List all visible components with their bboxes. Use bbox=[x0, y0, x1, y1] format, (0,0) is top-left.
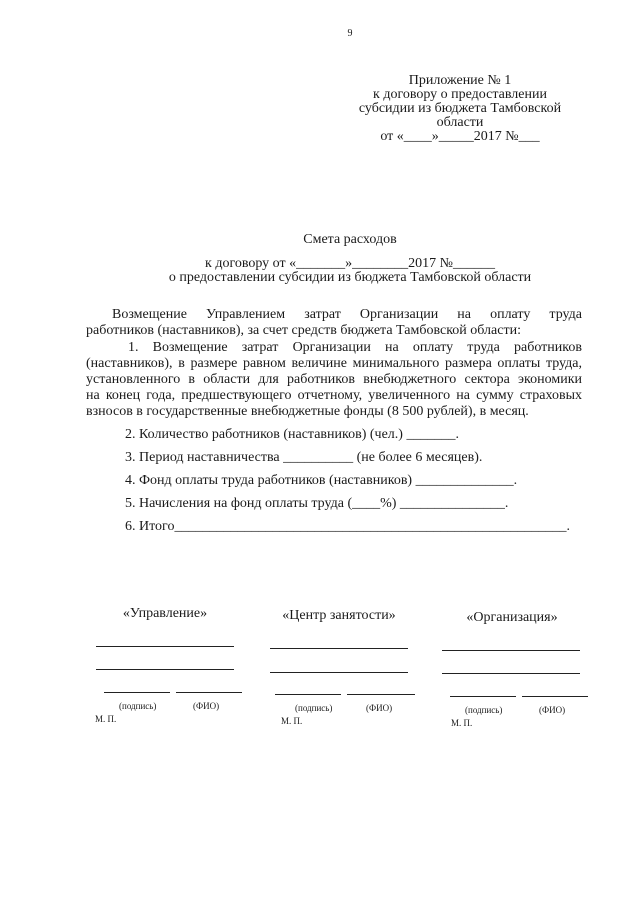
mp-label: М. П. bbox=[281, 716, 303, 726]
appendix-line: Приложение № 1 bbox=[408, 73, 512, 88]
item-4: 4. Фонд оплаты труда работников (наставников) ______________. bbox=[125, 473, 518, 488]
podpis-line bbox=[450, 696, 516, 697]
fio-line bbox=[176, 692, 242, 693]
signature-line bbox=[270, 648, 408, 649]
page-number: 9 bbox=[347, 28, 353, 39]
fio-line bbox=[522, 696, 588, 697]
signature-line bbox=[442, 650, 580, 651]
signature-party-employment-center: «Центр занятости» bbox=[282, 608, 396, 623]
item-5: 5. Начисления на фонд оплаты труда (____%) _______________. bbox=[125, 496, 509, 511]
item-1-line: установленного в области для работников внебюджетного сектора экономики bbox=[86, 372, 582, 387]
fio-caption: (ФИО) bbox=[366, 703, 393, 713]
podpis-caption: (подпись) bbox=[295, 703, 333, 713]
contract-reference: к договору от «_______»________2017 №______ bbox=[205, 256, 495, 271]
intro-line: работников (наставников), за счет средств бюджета Тамбовской области: bbox=[86, 323, 521, 338]
signature-line bbox=[96, 669, 234, 670]
fio-caption: (ФИО) bbox=[193, 701, 220, 711]
podpis-caption: (подпись) bbox=[119, 701, 157, 711]
podpis-line bbox=[275, 694, 341, 695]
signature-line bbox=[270, 672, 408, 673]
appendix-line: к договору о предоставлении bbox=[373, 87, 547, 102]
appendix-line: субсидии из бюджета Тамбовской bbox=[358, 101, 562, 116]
item-2: 2. Количество работников (наставников) (чел.) _______. bbox=[125, 427, 459, 442]
mp-label: М. П. bbox=[451, 718, 473, 728]
podpis-line bbox=[104, 692, 170, 693]
document-title: Смета расходов bbox=[303, 232, 397, 247]
item-1-line: 1. Возмещение затрат Организации на оплату труда работников bbox=[128, 340, 582, 355]
podpis-caption: (подпись) bbox=[465, 705, 503, 715]
appendix-line: области bbox=[436, 115, 484, 130]
signature-line bbox=[96, 646, 234, 647]
signature-party-upravlenie: «Управление» bbox=[122, 606, 208, 621]
item-3: 3. Период наставничества __________ (не более 6 месяцев). bbox=[125, 450, 483, 465]
item-1-line: (наставников), в размере равном величине минимального размера оплаты труда, bbox=[86, 356, 582, 371]
fio-line bbox=[347, 694, 415, 695]
item-6: 6. Итого________________________________________________________. bbox=[125, 519, 570, 534]
contract-subject: о предоставлении субсидии из бюджета Тамбовской области bbox=[168, 270, 532, 285]
item-1-line: на конец года, предшествующего отчетному, увеличенного на сумму страховых bbox=[86, 388, 582, 403]
fio-caption: (ФИО) bbox=[539, 705, 566, 715]
mp-label: М. П. bbox=[95, 714, 117, 724]
signature-party-organization: «Организация» bbox=[466, 610, 558, 625]
item-1-line: взносов в государственные внебюджетные фонды (8 500 рублей), в месяц. bbox=[86, 404, 529, 419]
appendix-header bbox=[330, 74, 590, 144]
appendix-line: от «____»_____2017 №___ bbox=[380, 129, 540, 144]
intro-line: Возмещение Управлением затрат Организации на оплату труда bbox=[112, 307, 582, 322]
signature-line bbox=[442, 673, 580, 674]
